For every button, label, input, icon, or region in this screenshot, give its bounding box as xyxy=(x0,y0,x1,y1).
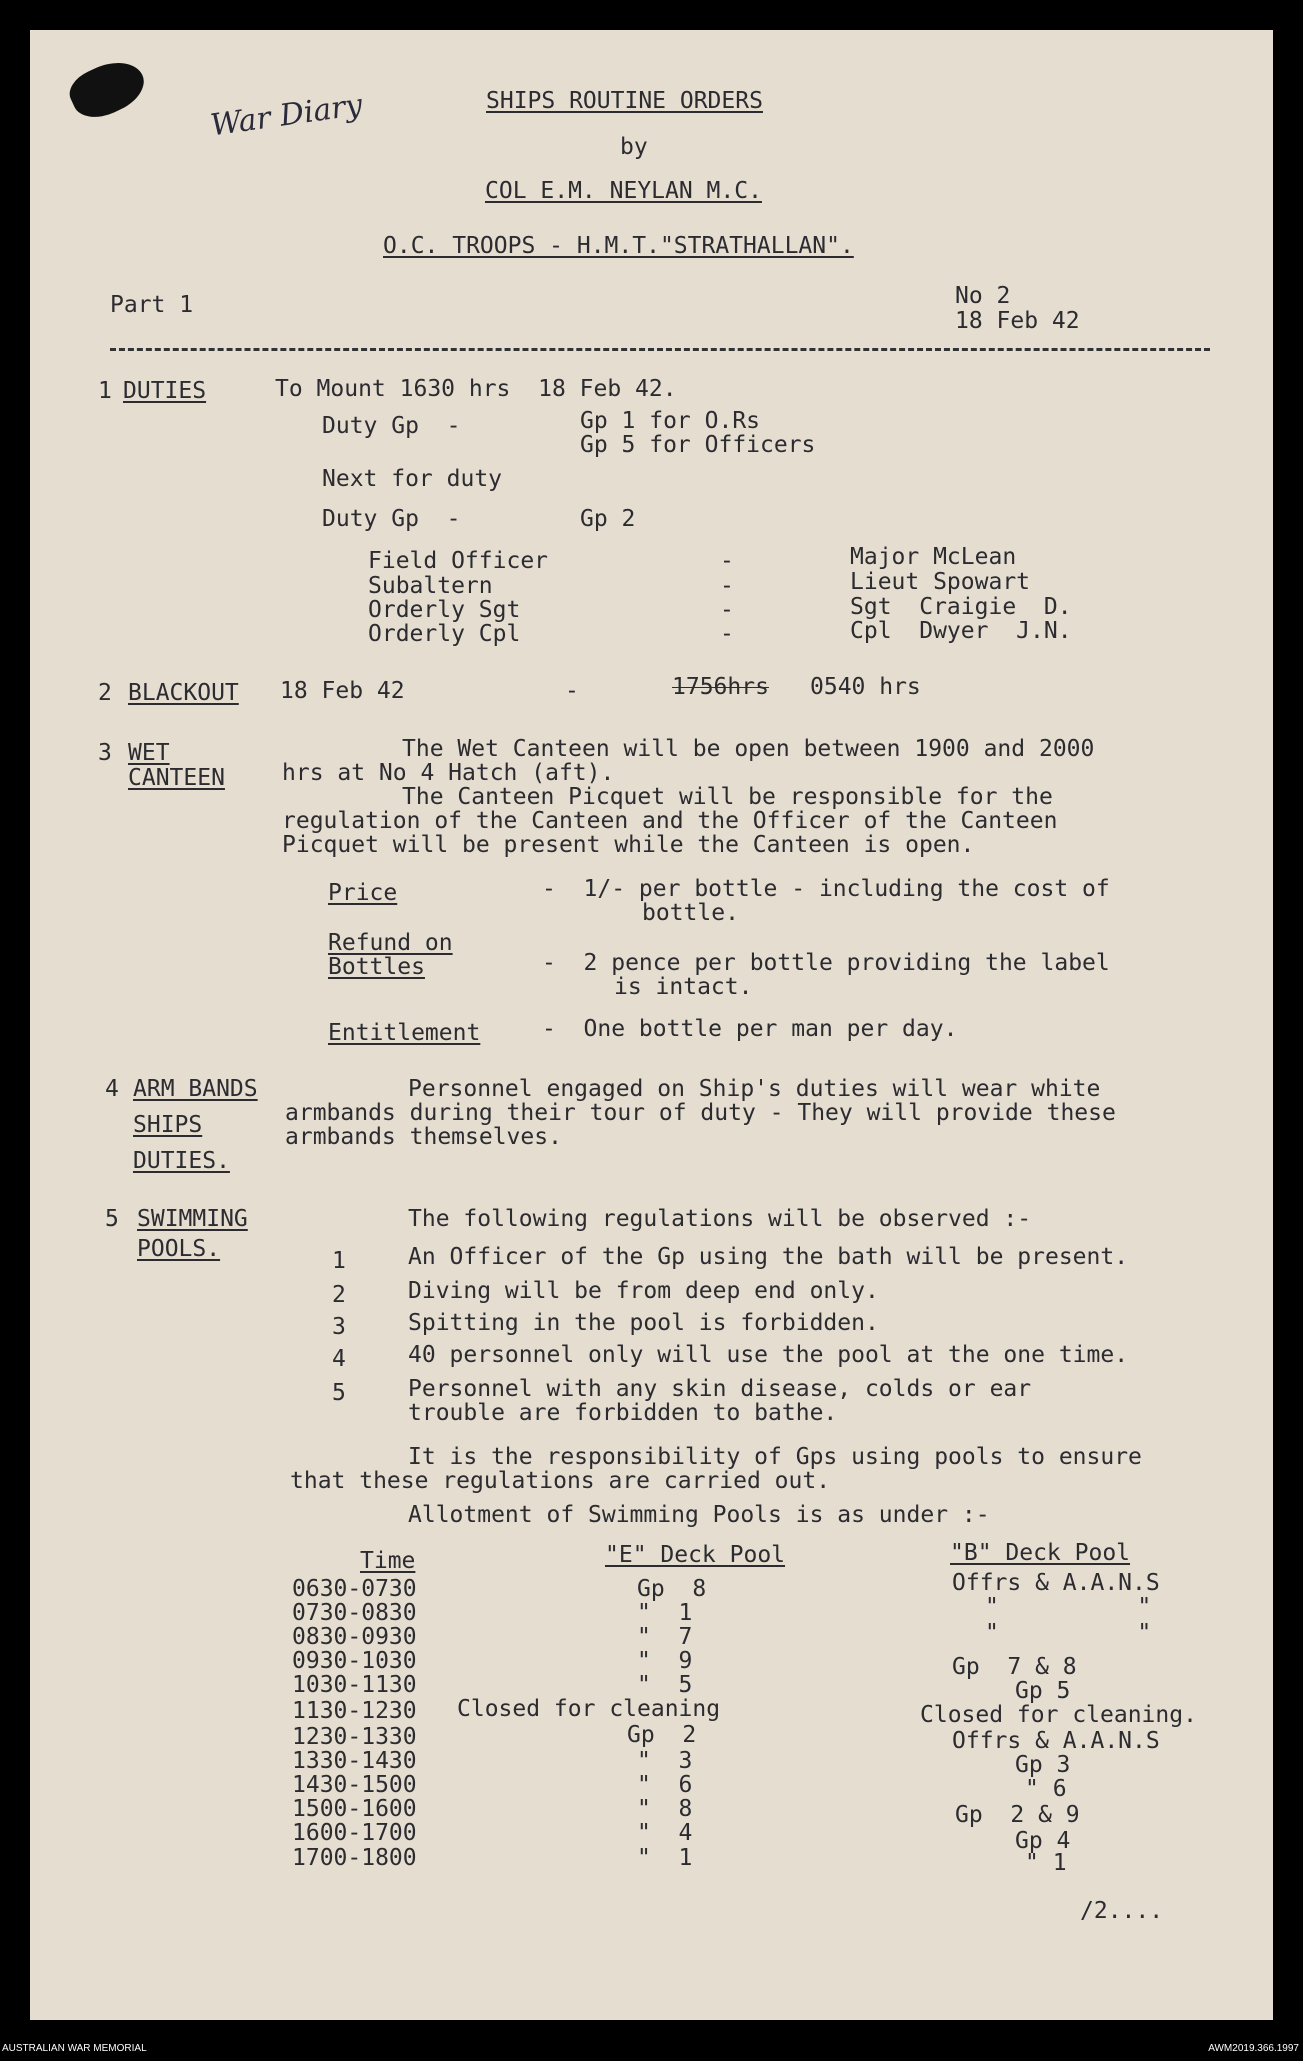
table-e-deck: " 5 xyxy=(637,1672,693,1698)
s1-name: Sgt Craigie D. xyxy=(850,594,1072,620)
s3-price-label: Price xyxy=(328,880,398,906)
s1-dash: - xyxy=(720,573,734,599)
s5-responsibility: It is the responsibility of Gps using pools to ensure xyxy=(408,1444,1142,1470)
s1-name: Cpl Dwyer J.N. xyxy=(850,618,1072,644)
s1-dash: - xyxy=(720,548,734,574)
s5-rule-number: 4 xyxy=(332,1346,346,1372)
table-time: 0730-0830 xyxy=(292,1600,417,1626)
table-b-deck: " 1 xyxy=(1025,1850,1067,1876)
s4-line: armbands during their tour of duty - They will provide these xyxy=(285,1100,1116,1126)
s2-heading: BLACKOUT xyxy=(128,680,239,706)
s1-name: Lieut Spowart xyxy=(850,569,1031,595)
s5-heading-2: POOLS. xyxy=(137,1236,221,1262)
table-b-deck: Offrs & A.A.N.S xyxy=(952,1570,1160,1596)
doc-date: 18 Feb 42 xyxy=(955,308,1080,334)
s2-number: 2 xyxy=(98,680,112,706)
s1-duty-val3: Gp 2 xyxy=(580,506,636,532)
continued-marker: /2.... xyxy=(1080,1898,1164,1924)
footer-source: AUSTRALIAN WAR MEMORIAL xyxy=(2,2043,147,2054)
table-b-deck: " 6 xyxy=(1025,1776,1067,1802)
doc-by: by xyxy=(620,134,648,160)
table-e-deck: " 8 xyxy=(637,1796,693,1822)
s1-role: Orderly Cpl xyxy=(368,621,521,647)
s1-role: Orderly Sgt xyxy=(368,597,521,623)
table-b-deck: Gp 5 xyxy=(1015,1678,1071,1704)
s5-intro: The following regulations will be observed :- xyxy=(408,1206,1032,1232)
table-time: 1030-1130 xyxy=(292,1672,417,1698)
table-e-deck: " 1 xyxy=(637,1845,693,1871)
s2-from: 1756hrs xyxy=(672,674,769,700)
table-time: 1430-1500 xyxy=(292,1772,417,1798)
table-time: 1330-1430 xyxy=(292,1748,417,1774)
s3-refund-text1: - 2 pence per bottle providing the label xyxy=(542,950,1110,976)
s3-refund-label1: Refund on xyxy=(328,930,453,956)
table-header-time: Time xyxy=(360,1548,416,1574)
table-e-deck: Gp 2 xyxy=(627,1722,697,1748)
table-time: 0930-1030 xyxy=(292,1648,417,1674)
table-e-deck: " 4 xyxy=(637,1820,693,1846)
doc-number: No 2 xyxy=(955,283,1011,309)
table-b-deck: Offrs & A.A.N.S xyxy=(952,1728,1160,1754)
table-e-deck: " 3 xyxy=(637,1748,693,1774)
s5-allotment: Allotment of Swimming Pools is as under :- xyxy=(408,1502,990,1528)
s1-duty-label2: Duty Gp - xyxy=(322,506,461,532)
s1-number: 1 xyxy=(98,378,112,404)
document-page xyxy=(30,30,1273,2020)
s3-refund-text2: is intact. xyxy=(614,974,753,1000)
s1-role: Subaltern xyxy=(368,573,493,599)
s3-entitlement-label: Entitlement xyxy=(328,1020,481,1046)
s3-heading-1: WET xyxy=(128,740,170,766)
s5-rule-text: Spitting in the pool is forbidden. xyxy=(408,1310,879,1336)
table-time: 1700-1800 xyxy=(292,1845,417,1871)
s1-next: Next for duty xyxy=(322,466,503,492)
s3-line: regulation of the Canteen and the Officer of the Canteen xyxy=(282,808,1058,834)
s4-number: 4 xyxy=(105,1076,119,1102)
s3-entitlement-text: - One bottle per man per day. xyxy=(542,1016,958,1042)
s5-rule-text: 40 personnel only will use the pool at the one time. xyxy=(408,1342,1129,1368)
table-b-deck: " " xyxy=(985,1620,1152,1646)
s5-rule-text: Personnel with any skin disease, colds or ear xyxy=(408,1376,1032,1402)
handwritten-note: War Diary xyxy=(208,87,365,144)
doc-unit: O.C. TROOPS - H.M.T."STRATHALLAN". xyxy=(383,233,854,259)
separator-line xyxy=(110,348,1210,351)
table-b-deck: Gp 7 & 8 xyxy=(952,1654,1077,1680)
s4-heading-1: ARM BANDS xyxy=(133,1076,258,1102)
table-b-deck: Gp 3 xyxy=(1015,1752,1071,1778)
s1-duty-val2: Gp 5 for Officers xyxy=(580,432,816,458)
s5-rule-text: trouble are forbidden to bathe. xyxy=(408,1400,838,1426)
s3-price-text1: - 1/- per bottle - including the cost of xyxy=(542,876,1110,902)
s1-dash: - xyxy=(720,621,734,647)
ink-blot xyxy=(63,51,151,126)
s1-name: Major McLean xyxy=(850,544,1017,570)
s1-dash: - xyxy=(720,597,734,623)
s1-role: Field Officer xyxy=(368,548,549,574)
s3-number: 3 xyxy=(98,740,112,766)
s3-line: hrs at No 4 Hatch (aft). xyxy=(282,760,615,786)
s4-line: armbands themselves. xyxy=(285,1124,562,1150)
s5-responsibility: that these regulations are carried out. xyxy=(290,1468,831,1494)
s1-duty-label: Duty Gp - xyxy=(322,413,461,439)
s5-number: 5 xyxy=(105,1206,119,1232)
s3-refund-label2: Bottles xyxy=(328,954,425,980)
table-header-b-deck: "B" Deck Pool xyxy=(950,1540,1131,1566)
doc-officer: COL E.M. NEYLAN M.C. xyxy=(485,178,762,204)
s1-mount: To Mount 1630 hrs 18 Feb 42. xyxy=(275,376,677,402)
s5-rule-text: Diving will be from deep end only. xyxy=(408,1278,879,1304)
table-time: 1600-1700 xyxy=(292,1820,417,1846)
table-b-deck: Closed for cleaning. xyxy=(920,1702,1197,1728)
s3-line: The Canteen Picquet will be responsible for the xyxy=(402,784,1053,810)
table-e-deck: Closed for cleaning xyxy=(457,1696,721,1722)
s5-rule-number: 2 xyxy=(332,1282,346,1308)
table-time: 0830-0930 xyxy=(292,1624,417,1650)
s1-heading: DUTIES xyxy=(123,378,207,404)
s4-line: Personnel engaged on Ship's duties will wear white xyxy=(408,1076,1101,1102)
doc-title: SHIPS ROUTINE ORDERS xyxy=(486,88,763,114)
s5-heading-1: SWIMMING xyxy=(137,1206,248,1232)
footer-id: AWM2019.366.1997 xyxy=(1208,2043,1299,2054)
table-b-deck: Gp 4 xyxy=(1015,1828,1071,1854)
s5-rule-number: 3 xyxy=(332,1314,346,1340)
table-e-deck: " 7 xyxy=(637,1624,693,1650)
s5-rule-number: 1 xyxy=(332,1248,346,1274)
footer-bar xyxy=(0,2031,1303,2061)
table-time: 0630-0730 xyxy=(292,1576,417,1602)
s1-duty-val1: Gp 1 for O.Rs xyxy=(580,408,761,434)
s3-line: The Wet Canteen will be open between 1900 and 2000 xyxy=(402,736,1095,762)
s2-dash: - xyxy=(565,678,579,704)
s4-heading-2: SHIPS xyxy=(133,1112,203,1138)
table-b-deck: Gp 2 & 9 xyxy=(955,1802,1080,1828)
s2-to: 0540 hrs xyxy=(810,674,921,700)
table-b-deck: " " xyxy=(985,1594,1152,1620)
s4-heading-3: DUTIES. xyxy=(133,1148,230,1174)
table-header-e-deck: "E" Deck Pool xyxy=(605,1542,786,1568)
table-time: 1230-1330 xyxy=(292,1724,417,1750)
table-e-deck: " 1 xyxy=(637,1600,693,1626)
table-time: 1130-1230 xyxy=(292,1698,417,1724)
s2-date: 18 Feb 42 xyxy=(280,678,405,704)
table-e-deck: Gp 8 xyxy=(637,1576,707,1602)
s5-rule-text: An Officer of the Gp using the bath will be present. xyxy=(408,1244,1129,1270)
s3-heading-2: CANTEEN xyxy=(128,765,225,791)
table-time: 1500-1600 xyxy=(292,1796,417,1822)
s5-rule-number: 5 xyxy=(332,1380,346,1406)
s3-line: Picquet will be present while the Canteen is open. xyxy=(282,832,975,858)
s3-price-text2: bottle. xyxy=(642,900,739,926)
doc-part: Part 1 xyxy=(110,292,194,318)
table-e-deck: " 6 xyxy=(637,1772,693,1798)
table-e-deck: " 9 xyxy=(637,1648,693,1674)
